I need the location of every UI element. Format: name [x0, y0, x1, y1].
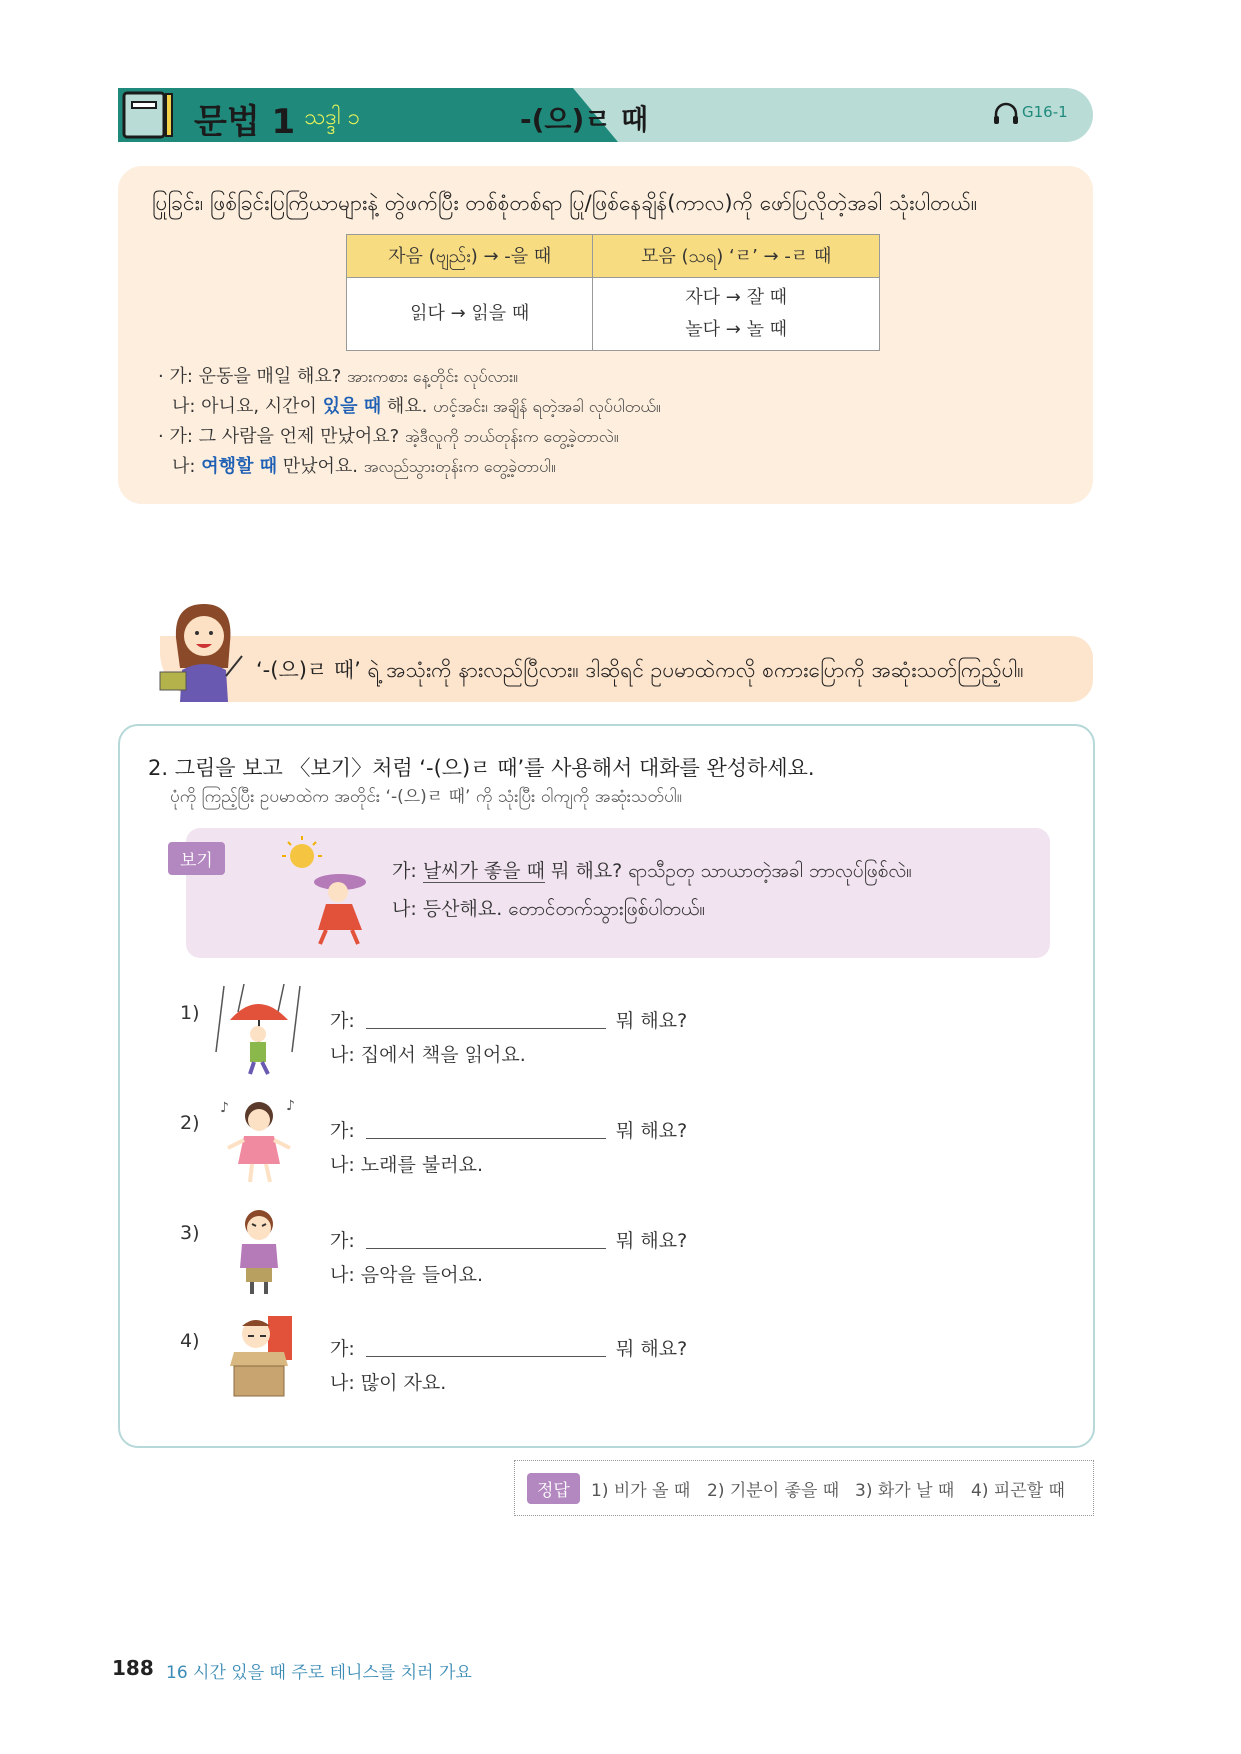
table-header-consonant: 자음 (ဗျည်း) → -을 때	[347, 235, 593, 278]
answer-blank[interactable]	[366, 1248, 606, 1249]
happy-girl-illustration-icon	[214, 1092, 304, 1188]
example-question: 가: 날씨가 좋을 때 뭐 해요? ရာသီဥတု သာယာတဲ့အခါ ဘာလုပ်ဖြစ်လဲ။	[392, 860, 912, 882]
prompt-text: ‘-(으)ㄹ 때’ ရဲ့ အသုံးကို နားလည်ပြီလား။ ဒါဆိုရင် ဥပမာထဲကလို စကားပြောကို အဆုံးသတ်ကြည့်ပါ။	[256, 658, 1024, 682]
example-answer: 나: 등산해요. တောင်တက်သွားဖြစ်ပါတယ်။	[392, 898, 706, 920]
example-2-answer: 나: 여행할 때 만났어요. အလည်သွားတုန်းက တွေ့ခဲ့တာပါ။	[172, 456, 556, 477]
teacher-illustration-icon	[158, 598, 250, 708]
answer-2: 2) 기분이 좋을 때	[707, 1481, 840, 1501]
example-1-answer: 나: 아니요, 시간이 있을 때 해요. ဟင့်အင်း၊ အချိန် ရတဲ့အခါ လုပ်ပါတယ်။	[172, 396, 661, 417]
chapter-title: 16 시간 있을 때 주로 테니스를 치러 가요	[166, 1663, 472, 1683]
example-tag: 보기	[168, 842, 225, 875]
answer-tag: 정답	[527, 1473, 580, 1504]
svg-text:♪: ♪	[286, 1098, 295, 1114]
rain-umbrella-illustration-icon	[214, 982, 304, 1078]
list-item: 3) 가: 뭐 해요? 나: 음악을 들어요.	[180, 1202, 1040, 1302]
exercise-box	[118, 724, 1095, 1448]
tired-boy-desk-illustration-icon	[214, 1310, 304, 1406]
answer-blank[interactable]	[366, 1356, 606, 1357]
explanation-text: ပြုခြင်း၊ ဖြစ်ခြင်းပြကြိယာများနဲ့ တွဲဖက်ပြီး တစ်စုံတစ်ရာ ပြု/ဖြစ်နေချိန်(ကာလ)ကို ဖော်ပြလိုတဲ့အခါ သုံးပါတယ်။	[152, 191, 978, 215]
answer-blank[interactable]	[366, 1028, 606, 1029]
example-1-question: · 가: 운동을 매일 해요? အားကစား နေ့တိုင်း လုပ်လား။	[158, 366, 518, 387]
sunny-girl-illustration-icon	[276, 834, 386, 950]
list-item: 1) 가: 뭐 해요? 나: 집에서 책을 읽어요.	[180, 982, 1040, 1082]
angry-boy-illustration-icon	[214, 1202, 304, 1298]
svg-text:♪: ♪	[220, 1100, 229, 1116]
answer-key	[514, 1460, 1094, 1516]
page-number: 188	[112, 1656, 154, 1680]
answer-3: 3) 화가 날 때	[855, 1481, 955, 1501]
answer-blank[interactable]	[366, 1138, 606, 1139]
audio-track-code[interactable]: G16-1	[1022, 103, 1068, 121]
prompt-bar	[160, 636, 1093, 702]
exercise-subtitle: ပုံကို ကြည့်ပြီး ဥပမာထဲက အတိုင်း ‘-(으)ㄹ 때’ ကို သုံးပြီး ဝါကျကို အဆုံးသတ်ပါ။	[170, 787, 682, 807]
grammar-pattern: -(으)ㄹ 때	[520, 103, 649, 136]
conjugation-table	[346, 234, 880, 351]
exercise-title: 2. 그림을 보고 〈보기〉처럼 ‘-(으)ㄹ 때’를 사용해서 대화를 완성하세요.	[148, 756, 815, 780]
answer-1: 1) 비가 올 때	[591, 1481, 691, 1501]
book-icon	[122, 90, 174, 140]
list-item: 2) ♪ ♪ 가: 뭐 해요? 나: 노래를 불러요.	[180, 1092, 1040, 1192]
table-header-vowel: 모음 (သရ) ‘ㄹ’ → -ㄹ 때	[593, 235, 880, 278]
explanation-box	[118, 166, 1093, 504]
answer-4: 4) 피곤할 때	[971, 1481, 1065, 1501]
headphones-icon[interactable]	[992, 102, 1020, 126]
grammar-title: 문법 1	[194, 102, 296, 142]
list-item: 4) 가: 뭐 해요? 나: 많이 자요.	[180, 1310, 1040, 1410]
example-panel	[180, 828, 1050, 958]
grammar-header	[118, 88, 1093, 142]
example-2-question: · 가: 그 사람을 언제 만났어요? အဲ့ဒီလူကို ဘယ်တုန်းက တွေ့ခဲ့တာလဲ။	[158, 426, 619, 447]
table-cell-vowel: 자다 → 잘 때 놀다 → 놀 때	[593, 278, 880, 351]
table-cell-consonant: 읽다 → 읽을 때	[347, 278, 593, 351]
grammar-subtitle: သဒ္ဒါ ၁	[304, 105, 360, 130]
